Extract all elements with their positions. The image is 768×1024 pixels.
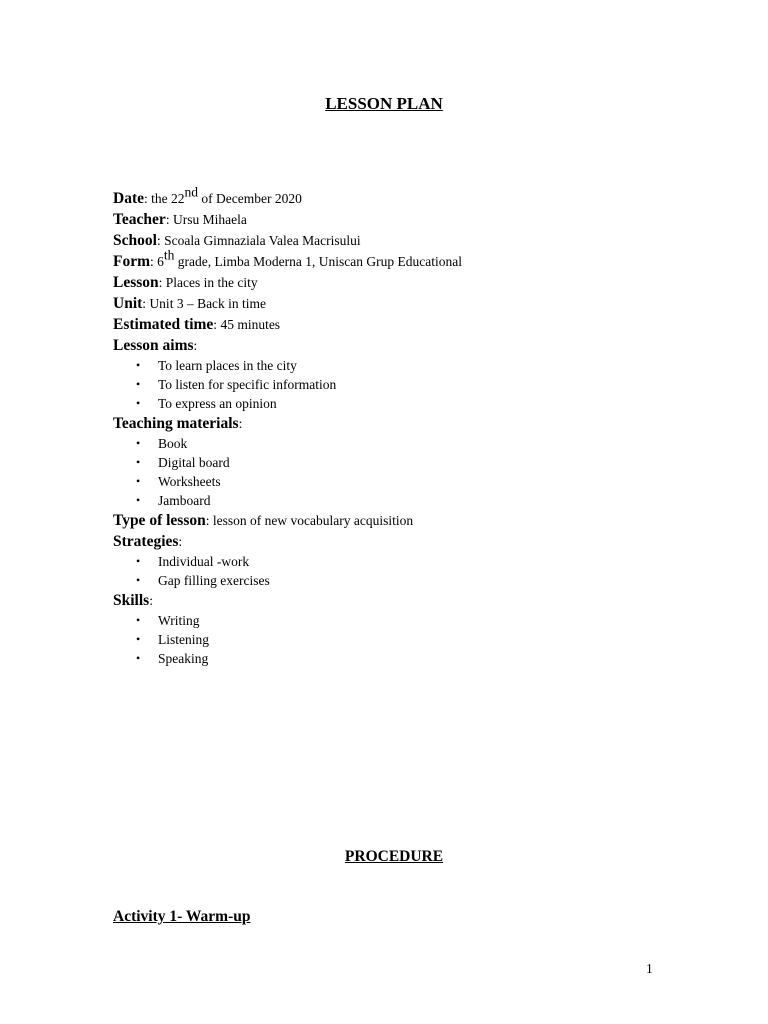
date-day: the 22 <box>151 191 185 206</box>
list-item-text: To learn places in the city <box>158 358 297 373</box>
bullet-icon: • <box>136 436 141 450</box>
list-item-text: Jamboard <box>158 493 211 508</box>
school-value: Scoala Gimnaziala Valea Macrisului <box>164 233 361 248</box>
list-item <box>113 375 713 394</box>
school-row <box>113 230 713 251</box>
list-item <box>113 649 713 668</box>
bullet-icon: • <box>136 377 141 391</box>
form-suffix: th <box>163 247 175 263</box>
bullet-icon: • <box>136 613 141 627</box>
unit-row <box>113 293 713 314</box>
list-item <box>113 472 713 491</box>
list-item <box>113 571 713 590</box>
type-of-lesson-row <box>113 510 713 531</box>
bullet-icon: • <box>136 651 141 665</box>
strategies-label: Strategies <box>113 533 179 550</box>
bullet-icon: • <box>136 632 141 646</box>
strategies-row <box>113 531 713 552</box>
strategies-list <box>113 552 713 590</box>
bullet-icon: • <box>136 554 141 568</box>
list-item-text: To listen for specific information <box>158 377 337 392</box>
estimated-time-sep: : <box>213 317 221 332</box>
list-item-text: Listening <box>158 632 209 647</box>
list-item-text: Gap filling exercises <box>158 573 270 588</box>
teaching-materials-label: Teaching materials <box>113 415 239 432</box>
form-grade: 6 <box>157 254 164 269</box>
teacher-row <box>113 209 713 230</box>
list-item-text: Speaking <box>158 651 209 666</box>
bullet-icon: • <box>136 455 141 469</box>
list-item <box>113 630 713 649</box>
teacher-value: Ursu Mihaela <box>172 212 247 227</box>
procedure-heading: PROCEDURE <box>344 848 444 865</box>
list-item <box>113 434 713 453</box>
list-item <box>113 552 713 571</box>
form-sep: : <box>150 254 158 269</box>
list-item-text: Book <box>158 436 188 451</box>
lesson-sep: : <box>158 275 166 290</box>
lesson-details <box>113 184 713 668</box>
form-row <box>113 247 713 272</box>
lesson-aims-row <box>113 335 713 356</box>
teaching-materials-row <box>113 413 713 434</box>
skills-label: Skills <box>113 592 150 609</box>
estimated-time-row <box>113 314 713 335</box>
activity-heading: Activity 1- Warm-up <box>113 908 251 925</box>
skills-row <box>113 590 713 611</box>
list-item <box>113 453 713 472</box>
unit-label: Unit <box>113 295 143 312</box>
list-item <box>113 356 713 375</box>
teaching-materials-sep: : <box>238 416 243 431</box>
bullet-icon: • <box>136 396 141 410</box>
form-label: Form <box>113 253 151 270</box>
date-rest: of December 2020 <box>198 191 302 206</box>
list-item-text: Digital board <box>158 455 230 470</box>
lesson-value: Places in the city <box>165 275 258 290</box>
document-title: LESSON PLAN <box>325 94 443 113</box>
strategies-sep: : <box>178 534 183 549</box>
type-of-lesson-value: lesson of new vocabulary acquisition <box>212 513 414 528</box>
lesson-aims-label: Lesson aims <box>113 337 194 354</box>
teaching-materials-list <box>113 434 713 510</box>
teacher-sep: : <box>165 212 173 227</box>
bullet-icon: • <box>136 474 141 488</box>
lesson-label: Lesson <box>113 274 159 291</box>
estimated-time-label: Estimated time <box>113 316 214 333</box>
school-sep: : <box>156 233 165 248</box>
date-row <box>113 184 713 209</box>
date-suffix: nd <box>184 184 199 200</box>
bullet-icon: • <box>136 358 141 372</box>
date-label: Date <box>113 190 144 207</box>
teacher-label: Teacher <box>113 211 166 228</box>
page-number: 1 <box>646 961 653 976</box>
list-item <box>113 611 713 630</box>
skills-sep: : <box>149 593 153 608</box>
lesson-aims-sep: : <box>193 338 198 353</box>
skills-list <box>113 611 713 668</box>
unit-value: Unit 3 – Back in time <box>149 296 267 311</box>
list-item-text: Individual -work <box>158 554 250 569</box>
list-item-text: Worksheets <box>158 474 221 489</box>
date-sep: : <box>144 191 152 206</box>
lesson-row <box>113 272 713 293</box>
lesson-aims-list <box>113 356 713 413</box>
list-item-text: To express an opinion <box>158 396 277 411</box>
type-of-lesson-label: Type of lesson <box>113 512 206 529</box>
bullet-icon: • <box>136 573 141 587</box>
school-label: School <box>113 232 157 249</box>
type-of-lesson-sep: : <box>205 513 213 528</box>
estimated-time-value: 45 minutes <box>220 317 281 332</box>
list-item-text: Writing <box>158 613 200 628</box>
list-item <box>113 394 713 413</box>
unit-sep: : <box>142 296 150 311</box>
bullet-icon: • <box>136 493 141 507</box>
list-item <box>113 491 713 510</box>
form-rest: grade, Limba Moderna 1, Uniscan Grup Educational <box>174 254 462 269</box>
